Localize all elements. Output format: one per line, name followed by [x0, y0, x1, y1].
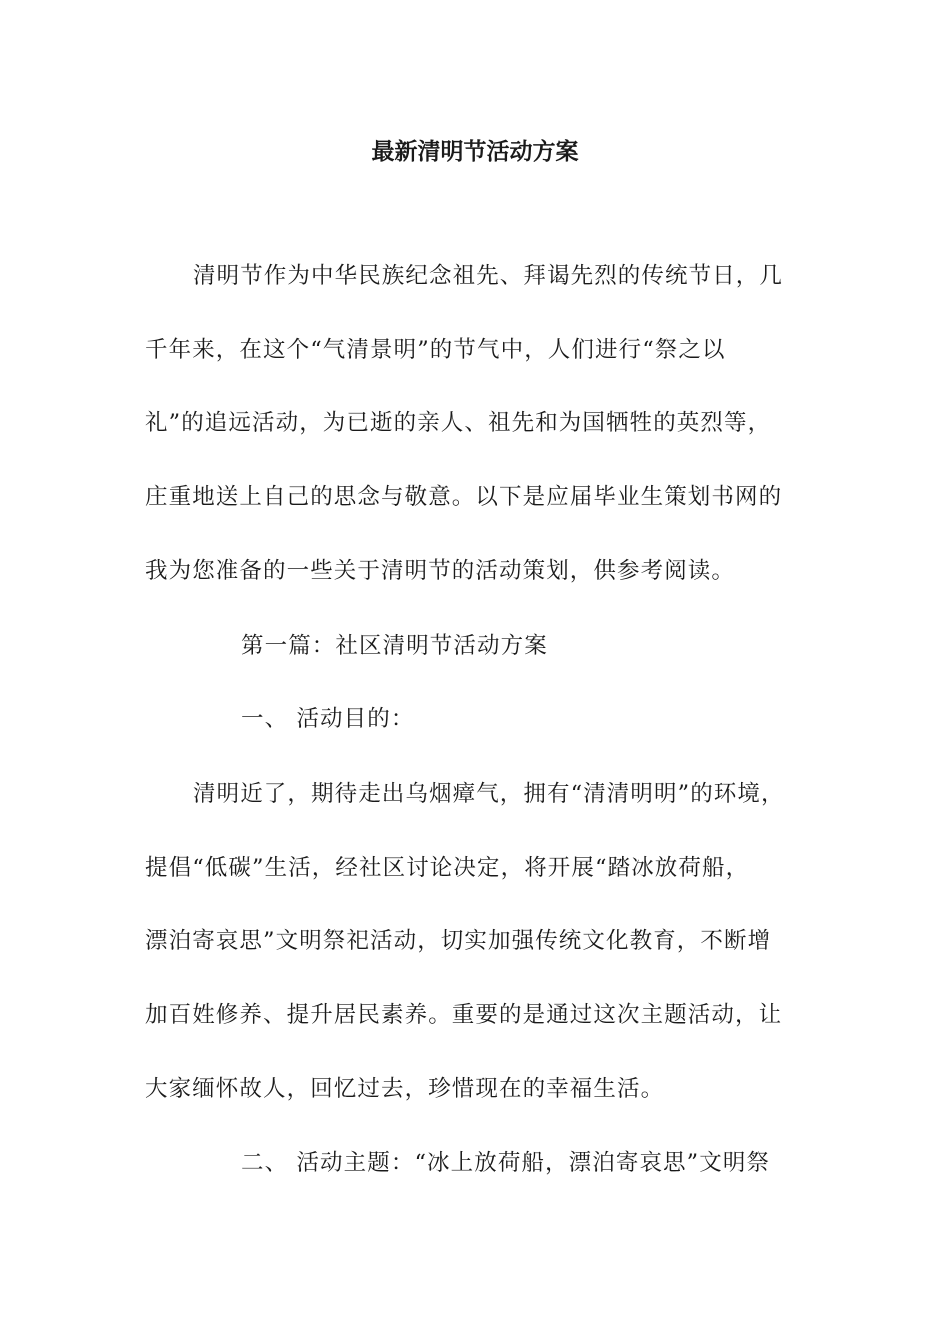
- paragraph-line: 提倡“低碳”生活，经社区讨论决定，将开展“踏冰放荷船，: [145, 855, 750, 881]
- section-heading: 第一篇：社区清明节活动方案: [241, 633, 548, 659]
- paragraph-line: 庄重地送上自己的思念与敬意。以下是应届毕业生策划书网的: [145, 484, 783, 510]
- paragraph-line: 清明近了，期待走出乌烟瘴气，拥有“清清明明”的环境，: [193, 781, 785, 807]
- section-heading: 二、 活动主题：“冰上放荷船，漂泊寄哀思”文明祭: [241, 1150, 771, 1176]
- paragraph-line: 清明节作为中华民族纪念祖先、拜谒先烈的传统节日，几: [193, 263, 784, 289]
- paragraph-line: 大家缅怀故人，回忆过去，珍惜现在的幸福生活。: [145, 1076, 665, 1102]
- paragraph-line: 千年来，在这个“气清景明”的节气中，人们进行“祭之以: [145, 337, 726, 363]
- paragraph-line: 礼”的追远活动，为已逝的亲人、祖先和为国牺牲的英烈等，: [145, 410, 772, 436]
- section-heading: 一、 活动目的：: [241, 706, 415, 732]
- paragraph-line: 我为您准备的一些关于清明节的活动策划，供参考阅读。: [145, 558, 736, 584]
- paragraph-line: 加百姓修养、提升居民素养。重要的是通过这次主题活动，让: [145, 1002, 783, 1028]
- paragraph-line: 漂泊寄哀思”文明祭祀活动，切实加强传统文化教育，不断增: [145, 928, 772, 954]
- document-title: 最新清明节活动方案: [371, 138, 579, 165]
